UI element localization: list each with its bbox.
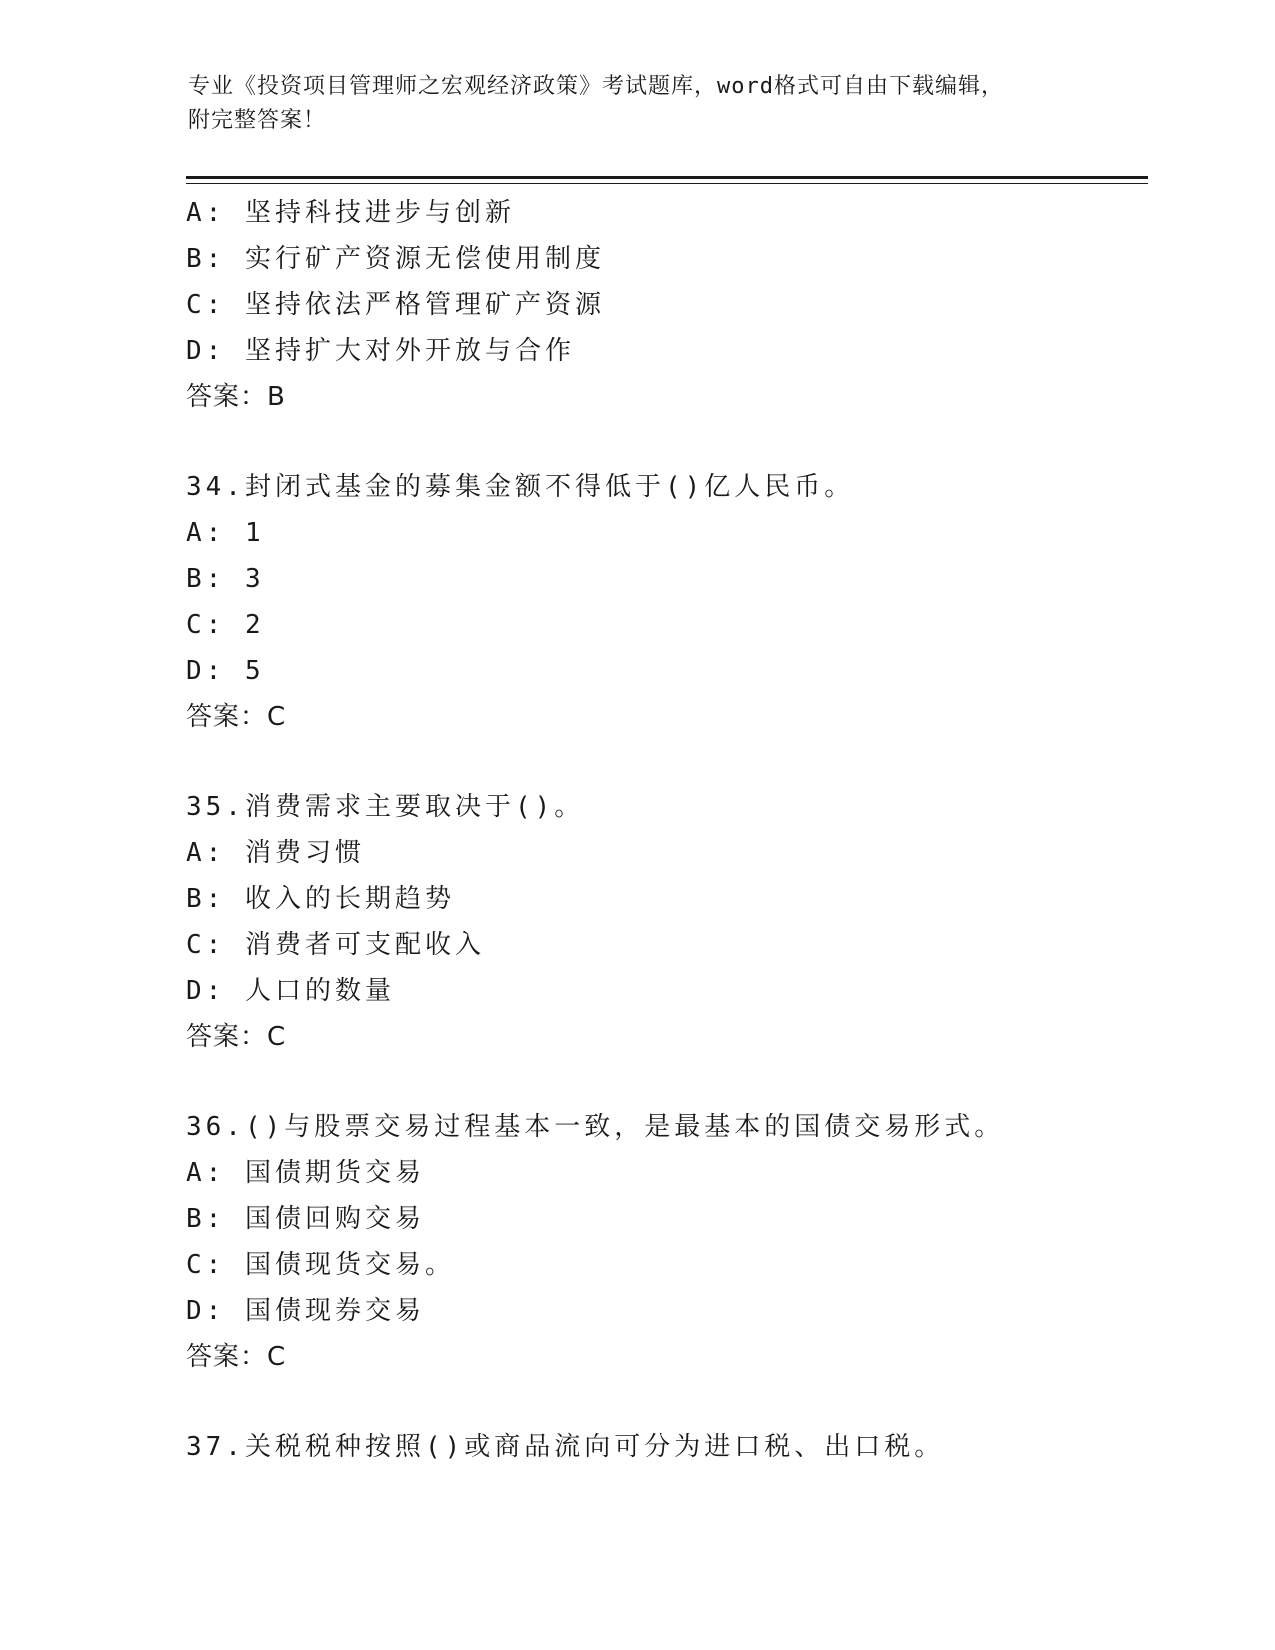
answer-line: 答案：C xyxy=(186,1342,287,1372)
option-b: B: 3 xyxy=(186,564,265,594)
option-a: A: 国债期货交易 xyxy=(186,1158,425,1188)
header-divider-thick xyxy=(186,176,1148,179)
option-b: B: 收入的长期趋势 xyxy=(186,884,455,914)
option-d: D: 坚持扩大对外开放与合作 xyxy=(186,336,575,366)
answer-line: 答案：C xyxy=(186,1022,287,1052)
header-line-2: 附完整答案！ xyxy=(188,108,327,133)
answer-line: 答案：C xyxy=(186,702,287,732)
option-d: D: 5 xyxy=(186,656,265,686)
option-c: C: 2 xyxy=(186,610,265,640)
question-text: 35.消费需求主要取决于()。 xyxy=(186,792,585,822)
spacer xyxy=(186,740,1146,784)
header-line-1: 专业《投资项目管理师之宏观经济政策》考试题库，word格式可自由下载编辑， xyxy=(188,74,1004,99)
option-a: A: 消费习惯 xyxy=(186,838,365,868)
spacer xyxy=(186,1380,1146,1424)
document-header xyxy=(188,70,1088,138)
option-c: C: 国债现货交易。 xyxy=(186,1250,455,1280)
answer-line: 答案：B xyxy=(186,382,286,412)
question-text: 37.关税税种按照()或商品流向可分为进口税、出口税。 xyxy=(186,1432,945,1462)
option-c: C: 坚持依法严格管理矿产资源 xyxy=(186,290,605,320)
spacer xyxy=(186,420,1146,464)
question-34 xyxy=(186,464,1146,740)
question-33 xyxy=(186,190,1146,420)
option-b: B: 实行矿产资源无偿使用制度 xyxy=(186,244,605,274)
question-text: 34.封闭式基金的募集金额不得低于()亿人民币。 xyxy=(186,472,855,502)
option-d: D: 国债现券交易 xyxy=(186,1296,425,1326)
option-c: C: 消费者可支配收入 xyxy=(186,930,485,960)
option-d: D: 人口的数量 xyxy=(186,976,395,1006)
option-b: B: 国债回购交易 xyxy=(186,1204,425,1234)
option-a: A: 1 xyxy=(186,518,265,548)
question-list xyxy=(186,190,1146,1470)
question-text: 36.()与股票交易过程基本一致，是最基本的国债交易形式。 xyxy=(186,1112,1005,1142)
question-36 xyxy=(186,1104,1146,1380)
header-divider-thin xyxy=(186,183,1148,184)
question-35 xyxy=(186,784,1146,1060)
option-a: A: 坚持科技进步与创新 xyxy=(186,198,515,228)
spacer xyxy=(186,1060,1146,1104)
question-37 xyxy=(186,1424,1146,1470)
